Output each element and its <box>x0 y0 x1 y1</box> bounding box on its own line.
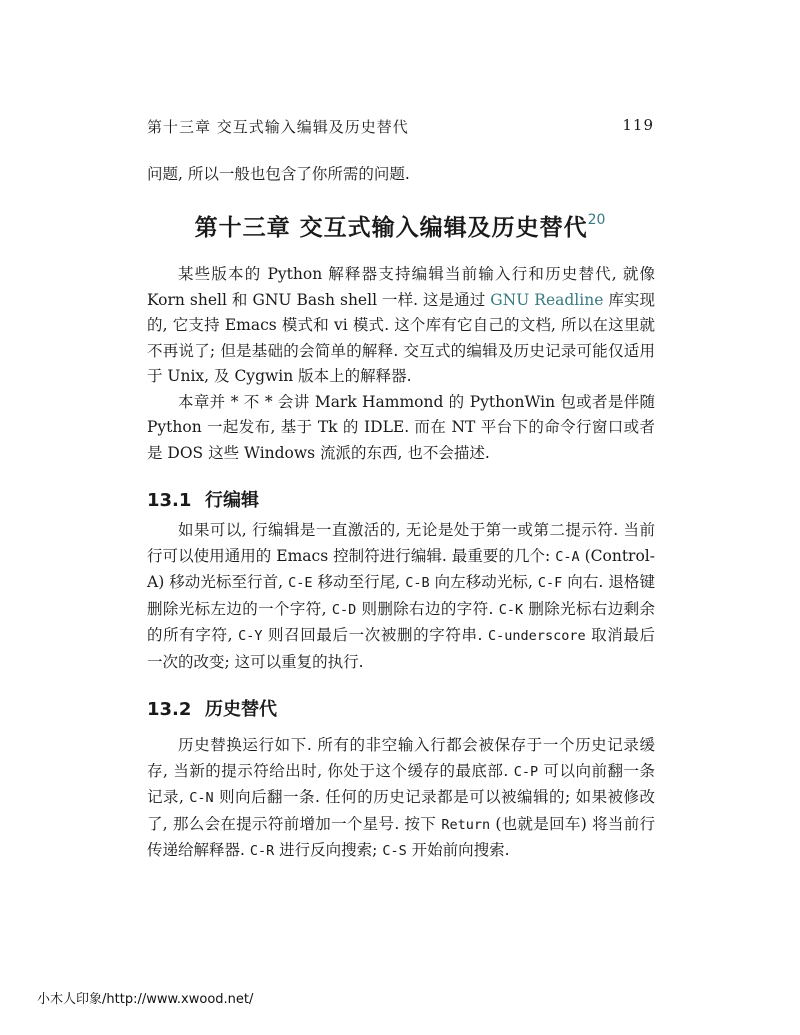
intro-p1-text-b: 库实现的, 它支持 Emacs 模式和 vi 模式. 这个库有它自己的文档, 所以在这里就不再说了; 但是基础的会简单的解释. 交互式的编辑及历史记录可能仅适用于 Unix, 及 Cygwin 版本上的解释器. <box>147 290 655 385</box>
text-run: 移动至行尾, <box>312 573 406 591</box>
text-run: (Control-A) 移动光标至行首, <box>147 546 655 591</box>
line-editing-paragraph <box>147 518 655 675</box>
chapter-title <box>0 209 800 242</box>
running-head <box>147 116 654 140</box>
key-code: C-F <box>537 575 563 591</box>
key-code: C-A <box>555 548 580 565</box>
text-run: 进行反向搜索; <box>274 841 383 859</box>
text-run: 历史替换运行如下. 所有的非空输入行都会被保存于一个历史记录缓存, 当新的提示符给出时, 你处于这个缓存的最底部. <box>147 736 655 780</box>
key-code: C-Y <box>238 628 263 644</box>
section-number: 13.2 <box>147 699 192 720</box>
history-paragraph <box>147 733 655 865</box>
text-run: 开始前向搜索. <box>406 841 510 859</box>
section-number: 13.1 <box>147 490 192 511</box>
key-code: C-S <box>382 843 407 859</box>
text-run: 删除光标右边剩余的所有字符, <box>147 599 655 644</box>
intro-paragraph-1 <box>147 262 655 390</box>
key-code: C-R <box>249 843 275 859</box>
section-heading-13-2 <box>147 695 277 721</box>
text-run: 则召回最后一次被删的字符串. <box>262 626 489 644</box>
text-run: 则删除右边的字符. <box>356 599 499 618</box>
text-run: 取消最后一次的改变; 这可以重复的执行. <box>147 626 655 671</box>
page-number: 119 <box>622 116 654 134</box>
continuation-paragraph <box>147 162 655 188</box>
text-run: 如果可以, 行编辑是一直激活的, 无论是处于第一或第二提示符. 当前行可以使用通用的 Emacs 控制符进行编辑. 最重要的几个: <box>147 521 655 565</box>
section-title: 行编辑 <box>205 490 259 511</box>
key-code: C-B <box>405 575 430 591</box>
footnote-mark[interactable]: 20 <box>587 212 606 228</box>
intro-block <box>147 262 655 466</box>
continuation-text: 问题, 所以一般也包含了你所需的问题. <box>147 165 410 183</box>
key-code: C-N <box>189 790 214 806</box>
intro-p1-text-a: 某些版本的 Python 解释器支持编辑当前输入行和历史替代, 就像 Korn shell 和 GNU Bash shell 一样. 这是通过 <box>147 265 655 309</box>
key-code: Return <box>441 816 491 833</box>
section-13-1-body <box>147 518 655 675</box>
key-code: C-P <box>513 763 539 780</box>
key-code: C-K <box>498 601 524 618</box>
key-code: C-E <box>288 575 313 591</box>
chapter-title-text: 第十三章 交互式输入编辑及历史替代 <box>194 215 588 241</box>
section-13-2-body <box>147 733 655 865</box>
key-code: C-D <box>331 601 357 618</box>
section-heading-13-1 <box>147 486 259 512</box>
gnu-readline-link[interactable]: GNU Readline <box>490 290 604 309</box>
section-title: 历史替代 <box>205 699 277 720</box>
footer-watermark[interactable]: 小木人印象/http://www.xwood.net/ <box>37 992 254 1007</box>
intro-paragraph-2: 本章并 * 不 * 会讲 Mark Hammond 的 PythonWin 包或者是伴随 Python 一起发布, 基于 Tk 的 IDLE. 而在 NT 平台下的命令行窗口或者是 DOS 这些 Windows 流派的东西, 也不会描述. <box>147 392 655 462</box>
text-run: 向左移动光标, <box>429 573 538 591</box>
text-run: 向右. 退格键删除光标左边的一个字符, <box>147 573 655 618</box>
text-run: 则向后翻一条. 任何的历史记录都是可以被编辑的; 如果被修改了, 那么会在提示符前增加一个星号. 按下 <box>147 788 655 833</box>
text-run: 可以向前翻一条记录, <box>147 761 655 806</box>
running-head-title: 第十三章 交互式输入编辑及历史替代 <box>147 118 409 136</box>
key-code: C-underscore <box>488 628 586 644</box>
text-run: (也就是回车) 将当前行传递给解释器. <box>147 814 656 859</box>
